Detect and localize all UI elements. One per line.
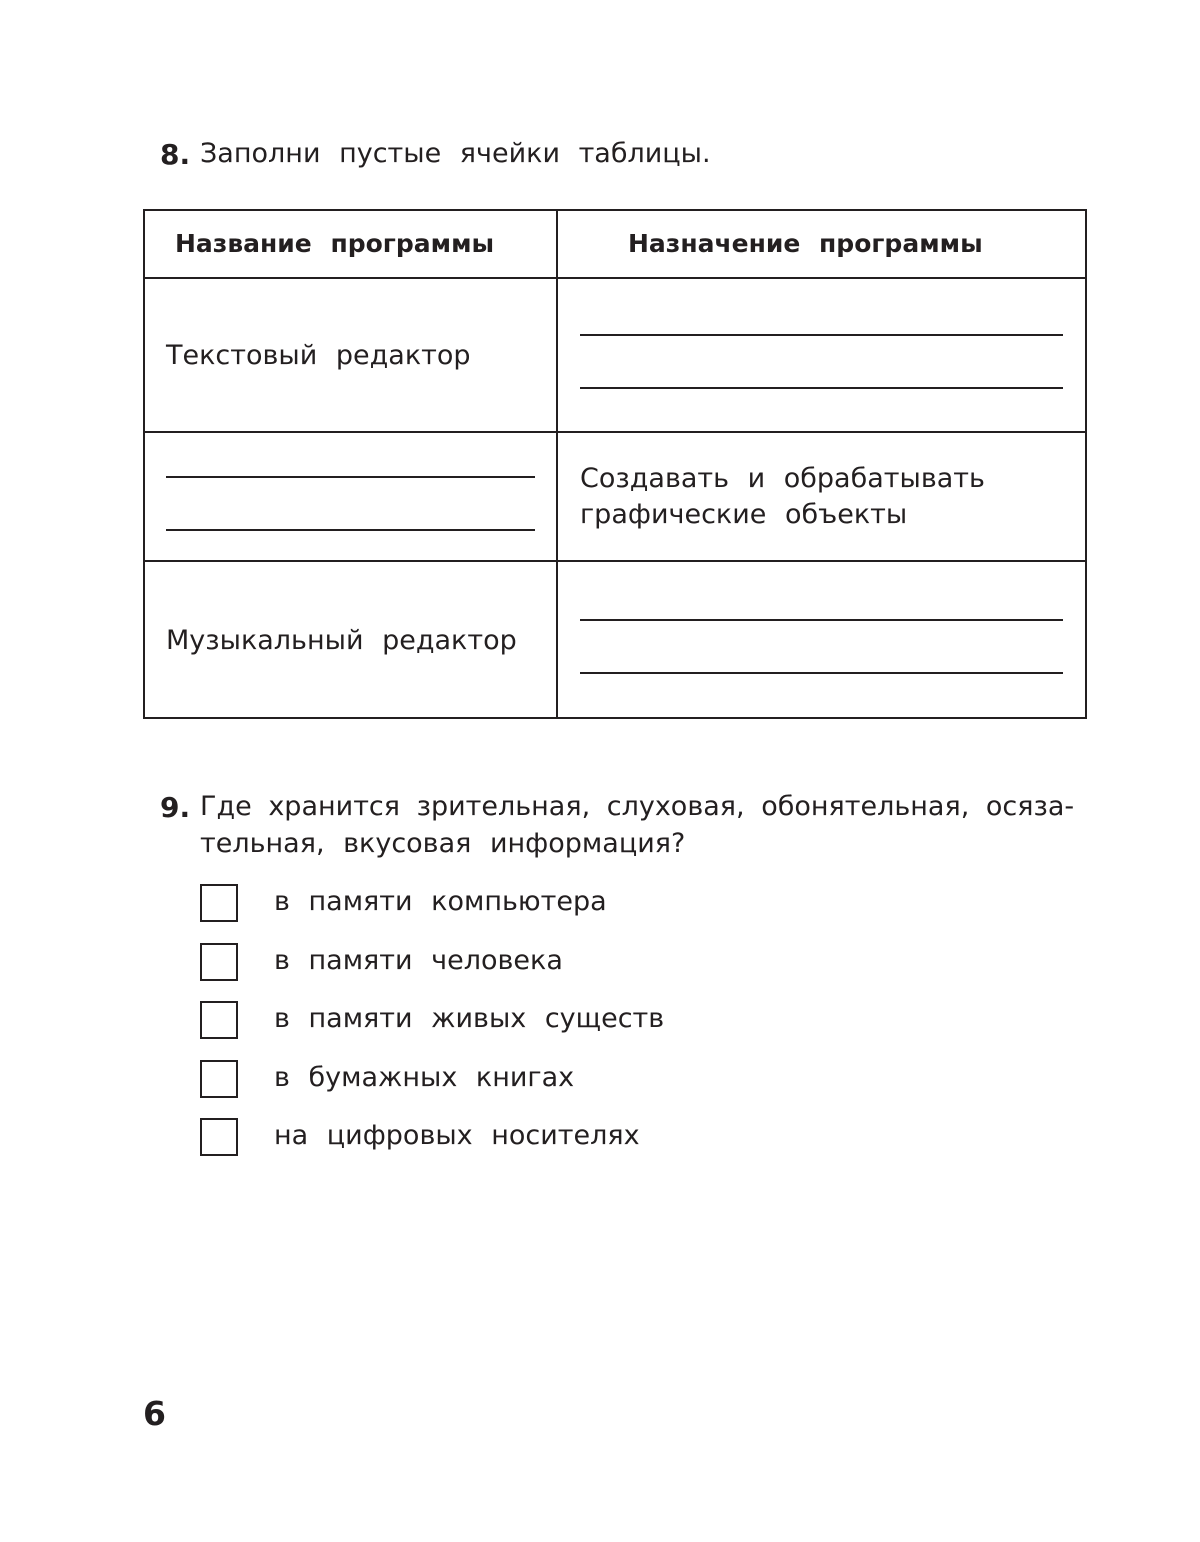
page-number: 6 bbox=[143, 1394, 166, 1433]
table-border-row2 bbox=[143, 560, 1086, 562]
option-label-4: в бумажных книгах bbox=[274, 1062, 575, 1093]
header-program-purpose: Назначение программы bbox=[628, 229, 983, 258]
table-border-right bbox=[1085, 209, 1087, 719]
row2-name-answer-line-2[interactable] bbox=[166, 529, 535, 531]
table-border-left bbox=[143, 209, 145, 719]
row2-purpose-line-1: Создавать и обрабатывать bbox=[580, 463, 985, 494]
table-border-header bbox=[143, 277, 1086, 279]
option-checkbox-1[interactable] bbox=[200, 884, 238, 922]
option-checkbox-5[interactable] bbox=[200, 1118, 238, 1156]
option-checkbox-2[interactable] bbox=[200, 943, 238, 981]
option-label-3: в памяти живых существ bbox=[274, 1003, 665, 1034]
row1-name: Текстовый редактор bbox=[166, 340, 471, 371]
header-program-name: Название программы bbox=[175, 229, 495, 258]
task-8-prompt: Заполни пустые ячейки таблицы. bbox=[200, 138, 711, 169]
task-9-prompt-line-1: Где хранится зрительная, слуховая, обонятельная, осяза- bbox=[200, 791, 1075, 822]
row2-name-answer-line-1[interactable] bbox=[166, 476, 535, 478]
table-border-middle bbox=[556, 209, 558, 719]
option-checkbox-3[interactable] bbox=[200, 1001, 238, 1039]
row3-purpose-answer-line-1[interactable] bbox=[580, 619, 1063, 621]
row1-purpose-answer-line-2[interactable] bbox=[580, 387, 1063, 389]
table-border-bottom bbox=[143, 717, 1086, 719]
task-9-prompt-line-2: тельная, вкусовая информация? bbox=[200, 828, 686, 859]
row1-purpose-answer-line-1[interactable] bbox=[580, 334, 1063, 336]
task-9-number: 9. bbox=[160, 791, 191, 824]
row2-purpose-line-2: графические объекты bbox=[580, 499, 908, 530]
table-border-row1 bbox=[143, 431, 1086, 433]
option-label-1: в памяти компьютера bbox=[274, 886, 607, 917]
row3-purpose-answer-line-2[interactable] bbox=[580, 672, 1063, 674]
task-8-number: 8. bbox=[160, 138, 191, 171]
option-label-2: в памяти человека bbox=[274, 945, 563, 976]
table-border-top bbox=[143, 209, 1086, 211]
option-label-5: на цифровых носителях bbox=[274, 1120, 640, 1151]
option-checkbox-4[interactable] bbox=[200, 1060, 238, 1098]
row3-name: Музыкальный редактор bbox=[166, 625, 517, 656]
